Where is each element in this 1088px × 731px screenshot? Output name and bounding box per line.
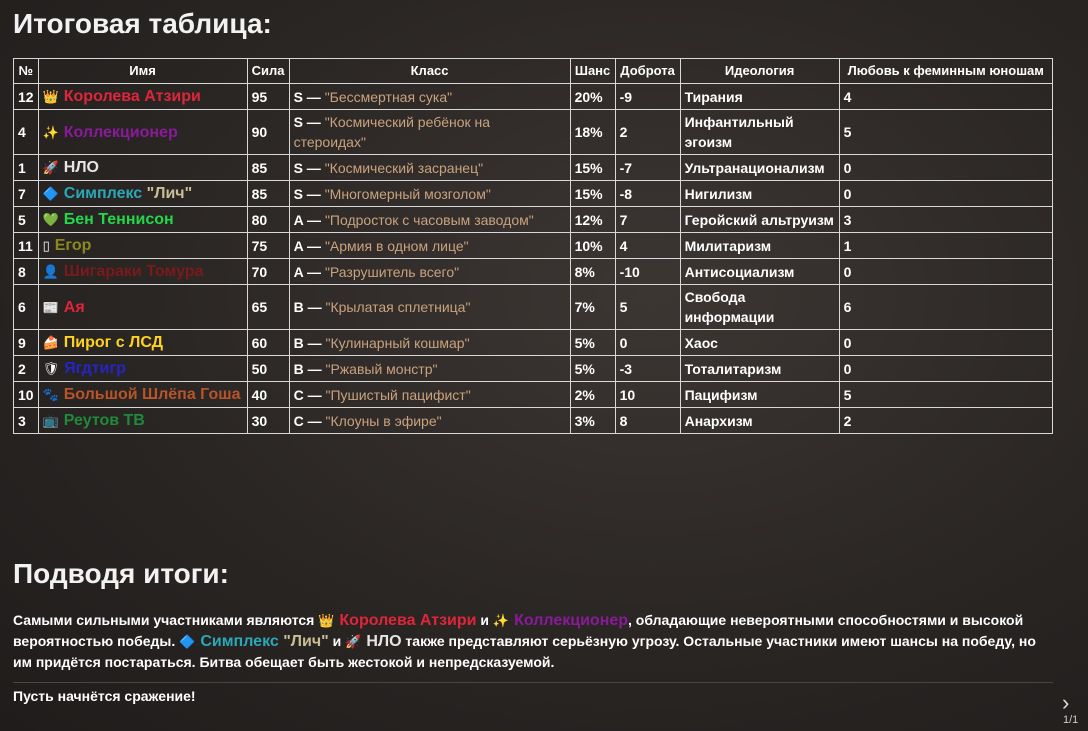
cell-power: 70 — [247, 259, 289, 285]
summary-name-simplex: Симплекс — [200, 633, 279, 650]
cell-name — [38, 382, 247, 408]
cell-kindness: 4 — [615, 233, 680, 259]
class-rank: S — [293, 88, 303, 105]
table-row — [14, 155, 1053, 181]
class-title: "Крылатая сплетница" — [325, 299, 471, 315]
table-row — [14, 233, 1053, 259]
results-table — [13, 58, 1053, 434]
class-title: "Клоуны в эфире" — [325, 412, 442, 429]
cell-kindness: -9 — [615, 84, 680, 110]
table-row — [14, 181, 1053, 207]
class-rank: B — [293, 299, 304, 315]
cell-name — [38, 155, 247, 181]
cell-class: S — "Космический засранец" — [289, 155, 570, 181]
cell-kindness: 10 — [615, 382, 680, 408]
table-row — [14, 285, 1053, 330]
participant-name: Коллекционер — [63, 123, 178, 141]
header-love: Любовь к феминным юношам — [839, 59, 1052, 84]
cell-num: 2 — [14, 356, 39, 382]
participant-icon: 🍰 — [42, 335, 59, 350]
cell-ideology: Пацифизм — [680, 382, 839, 408]
table-row — [14, 356, 1053, 382]
summary-name-simplex-suffix: "Лич" — [278, 633, 329, 650]
cell-num: 1 — [14, 155, 39, 181]
cell-num: 9 — [14, 330, 39, 356]
table-row — [14, 259, 1053, 285]
cell-love: 0 — [839, 259, 1052, 285]
participant-icon: ▯ — [42, 238, 50, 253]
cell-chance: 20% — [570, 84, 615, 110]
cell-name — [38, 181, 247, 207]
rocket-icon: 🚀 — [345, 634, 362, 649]
table-row — [14, 330, 1053, 356]
cell-chance: 18% — [570, 110, 615, 155]
cell-love: 1 — [839, 233, 1052, 259]
cell-num: 3 — [14, 408, 39, 434]
summary-text: также представляют серьёзную угрозу. Остальные участники имеют шансы на победу, но им придётся постараться. Битва обещает быть жестокой и непредсказуемой. — [13, 633, 1036, 670]
cell-kindness: -10 — [615, 259, 680, 285]
cell-class: C — "Пушистый пацифист" — [289, 382, 570, 408]
cell-love: 0 — [839, 155, 1052, 181]
table-row — [14, 207, 1053, 233]
class-rank: C — [293, 386, 304, 403]
cell-ideology: Анархизм — [680, 408, 839, 434]
cell-ideology: Свобода информации — [680, 285, 839, 330]
class-title: "Многомерный мозголом" — [324, 185, 491, 202]
cell-power: 60 — [247, 330, 289, 356]
cell-power: 40 — [247, 382, 289, 408]
cell-num: 12 — [14, 84, 39, 110]
participant-name: Ягдтигр — [64, 360, 126, 377]
cell-class: S — "Бессмертная сука" — [289, 84, 570, 110]
summary-text: , обладающие невероятными способностями и высокой вероятностью победы. — [13, 612, 1024, 649]
header-ideology: Идеология — [680, 59, 839, 84]
summary-text: и — [480, 612, 493, 628]
participant-icon: ✨ — [42, 124, 59, 140]
cell-num: 10 — [14, 382, 39, 408]
cell-chance: 5% — [570, 330, 615, 356]
cell-love: 5 — [839, 382, 1052, 408]
cell-kindness: -8 — [615, 181, 680, 207]
crown-icon: 👑 — [318, 613, 335, 628]
footer-text: Пусть начнётся сражение! — [13, 688, 196, 704]
cell-name — [38, 110, 247, 155]
cell-chance: 12% — [570, 207, 615, 233]
summary-text: и — [332, 633, 346, 649]
header-kindness: Доброта — [615, 59, 680, 84]
class-title: "Подросток с часовым заводом" — [324, 211, 534, 228]
cell-class: B — "Ржавый монстр" — [289, 356, 570, 382]
cell-name — [38, 84, 247, 110]
participant-name: Реутов ТВ — [63, 412, 145, 429]
class-title: "Бессмертная сука" — [324, 88, 453, 105]
cell-ideology: Геройский альтруизм — [680, 207, 839, 233]
participant-name: Большой Шлёпа Гоша — [63, 386, 241, 403]
header-name: Имя — [38, 59, 247, 84]
participant-icon: 👑 — [42, 89, 59, 104]
cell-kindness: 2 — [615, 110, 680, 155]
participant-name: Шигараки Томура — [63, 263, 204, 280]
cell-chance: 10% — [570, 233, 615, 259]
participant-icon: 📰 — [42, 299, 59, 315]
header-class: Класс — [289, 59, 570, 84]
cell-class: A — "Разрушитель всего" — [289, 259, 570, 285]
diamond-icon: 🔷 — [179, 634, 196, 649]
class-rank: S — [293, 185, 303, 202]
participant-icon: 🛡 — [42, 361, 60, 376]
cell-power: 30 — [247, 408, 289, 434]
cell-name — [38, 207, 247, 233]
header-num: № — [14, 59, 39, 84]
participant-name: Симплекс — [63, 185, 143, 202]
cell-num: 11 — [14, 233, 39, 259]
cell-ideology: Ультранационализм — [680, 155, 839, 181]
class-rank: S — [293, 159, 303, 176]
participant-icon: 📺 — [42, 413, 59, 428]
cell-name — [38, 330, 247, 356]
cell-num: 6 — [14, 285, 39, 330]
cell-chance: 3% — [570, 408, 615, 434]
page-indicator: 1/1 — [1063, 714, 1079, 726]
class-rank: A — [293, 211, 304, 228]
header-power: Сила — [247, 59, 289, 84]
participant-name-suffix: "Лич" — [142, 185, 193, 202]
participant-name: Егор — [54, 237, 92, 254]
cell-ideology: Инфантильный эгоизм — [680, 110, 839, 155]
cell-love: 2 — [839, 408, 1052, 434]
class-rank: C — [293, 412, 304, 429]
class-rank: S — [293, 114, 303, 130]
cell-ideology: Нигилизм — [680, 181, 839, 207]
summary-title: Подводя итоги: — [13, 558, 229, 589]
cell-num: 4 — [14, 110, 39, 155]
cell-ideology: Антисоциализм — [680, 259, 839, 285]
table-row — [14, 84, 1053, 110]
cell-chance: 7% — [570, 285, 615, 330]
cell-num: 8 — [14, 259, 39, 285]
cell-kindness: 0 — [615, 330, 680, 356]
cell-name — [38, 259, 247, 285]
cell-num: 5 — [14, 207, 39, 233]
cell-name — [38, 408, 247, 434]
cell-love: 5 — [839, 110, 1052, 155]
participant-icon: 💚 — [42, 212, 59, 227]
class-title: "Космический ребёнок на стероидах" — [293, 114, 491, 150]
cell-kindness: 8 — [615, 408, 680, 434]
cell-kindness: -3 — [615, 356, 680, 382]
class-rank: A — [293, 263, 304, 280]
cell-num: 7 — [14, 181, 39, 207]
table-row — [14, 110, 1053, 155]
cell-chance: 8% — [570, 259, 615, 285]
table-row — [14, 382, 1053, 408]
cell-ideology: Тоталитаризм — [680, 356, 839, 382]
cell-name — [38, 356, 247, 382]
cell-chance: 15% — [570, 155, 615, 181]
class-title: "Армия в одном лице" — [324, 237, 469, 254]
cell-power: 95 — [247, 84, 289, 110]
cell-power: 65 — [247, 285, 289, 330]
cell-power: 85 — [247, 181, 289, 207]
cell-class: C — "Клоуны в эфире" — [289, 408, 570, 434]
participant-name: Пирог с ЛСД — [63, 334, 164, 351]
participant-name: НЛО — [63, 159, 99, 176]
cell-power: 90 — [247, 110, 289, 155]
class-title: "Ржавый монстр" — [325, 360, 438, 377]
cell-chance: 15% — [570, 181, 615, 207]
cell-love: 4 — [839, 84, 1052, 110]
cell-chance: 2% — [570, 382, 615, 408]
cell-love: 0 — [839, 356, 1052, 382]
table-header-row — [14, 59, 1053, 84]
cell-love: 0 — [839, 181, 1052, 207]
summary-text: Самыми сильными участниками являются — [13, 612, 319, 628]
sparkles-icon: ✨ — [492, 613, 510, 628]
cell-ideology: Милитаризм — [680, 233, 839, 259]
cell-class: B — "Кулинарный кошмар" — [289, 330, 570, 356]
participant-icon: 🚀 — [42, 160, 59, 175]
class-rank: A — [293, 237, 304, 254]
page-title: Итоговая таблица: — [13, 8, 272, 39]
summary-paragraph — [13, 610, 1053, 673]
header-chance: Шанс — [570, 59, 615, 84]
class-title: "Пушистый пацифист" — [325, 386, 471, 403]
cell-ideology: Хаос — [680, 330, 839, 356]
class-title: "Разрушитель всего" — [324, 263, 460, 280]
cell-love: 0 — [839, 330, 1052, 356]
divider — [13, 682, 1053, 683]
table-row — [14, 408, 1053, 434]
participant-icon: 🐾 — [42, 387, 59, 402]
cell-kindness: -7 — [615, 155, 680, 181]
class-title: "Космический засранец" — [324, 159, 484, 176]
cell-power: 85 — [247, 155, 289, 181]
cell-ideology: Тирания — [680, 84, 839, 110]
cell-class: S — "Космический ребёнок на стероидах" — [289, 110, 570, 155]
class-rank: B — [293, 360, 304, 377]
cell-chance: 5% — [570, 356, 615, 382]
summary-name-atziri: Королева Атзири — [339, 612, 477, 629]
cell-class: S — "Многомерный мозголом" — [289, 181, 570, 207]
class-rank: B — [293, 334, 304, 351]
class-title: "Кулинарный кошмар" — [325, 334, 470, 351]
cell-name — [38, 233, 247, 259]
participant-name: Королева Атзири — [63, 88, 201, 105]
cell-love: 3 — [839, 207, 1052, 233]
cell-love: 6 — [839, 285, 1052, 330]
cell-class: A — "Подросток с часовым заводом" — [289, 207, 570, 233]
participant-icon: 🔷 — [42, 186, 59, 201]
cell-power: 80 — [247, 207, 289, 233]
summary-name-collector: Коллекционер — [514, 612, 629, 629]
participant-name: Бен Теннисон — [63, 211, 174, 228]
cell-kindness: 7 — [615, 207, 680, 233]
participant-name: Ая — [63, 298, 85, 316]
cell-kindness: 5 — [615, 285, 680, 330]
cell-name — [38, 285, 247, 330]
cell-class: A — "Армия в одном лице" — [289, 233, 570, 259]
next-page-button[interactable]: › — [1062, 690, 1070, 715]
participant-icon: 👤 — [42, 264, 59, 279]
cell-class: B — "Крылатая сплетница" — [289, 285, 570, 330]
summary-name-ufo: НЛО — [366, 633, 402, 650]
cell-power: 75 — [247, 233, 289, 259]
cell-power: 50 — [247, 356, 289, 382]
table-body — [14, 84, 1053, 434]
